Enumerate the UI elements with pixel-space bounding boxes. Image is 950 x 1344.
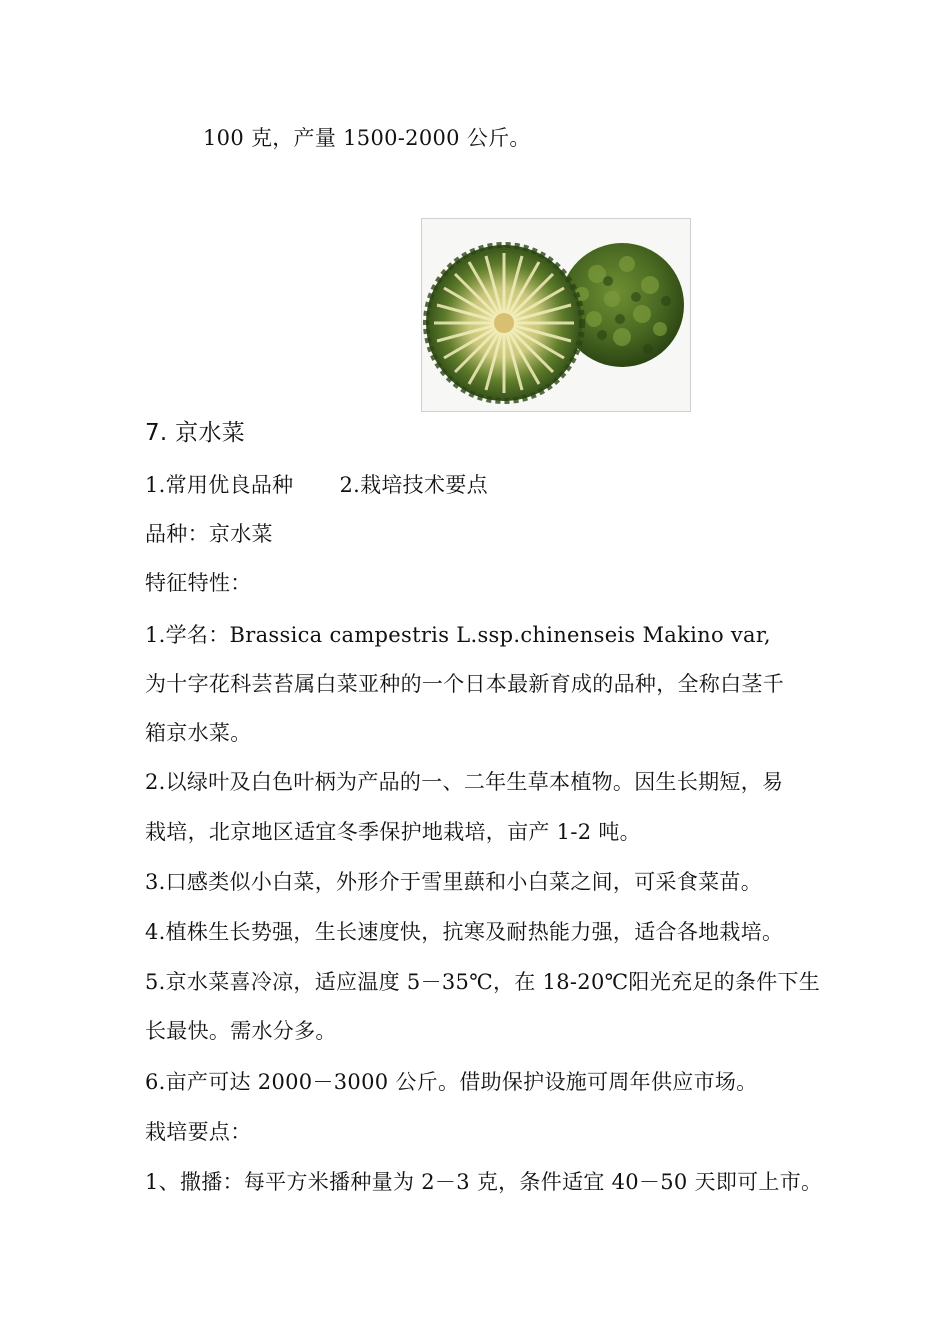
text-line-sowing: 1、撒播：每平方米播种量为 2－3 克，条件适宜 40－50 天即可上市。 xyxy=(145,1170,823,1194)
text-line-feature-2: 2.以绿叶及白色叶柄为产品的一、二年生草本植物。因生长期短，易 xyxy=(145,770,784,794)
cabbage-illustration xyxy=(422,219,690,411)
text-line-scientific-name: 1.学名：Brassica campestris L.ssp.chinenseis Makino var, xyxy=(145,623,771,647)
subheading-varieties: 1.常用优良品种 xyxy=(145,473,294,497)
text-line-features-title: 特征特性： xyxy=(145,571,252,595)
core xyxy=(494,313,514,333)
text-line-feature-2-cont: 栽培，北京地区适宜冬季保护地栽培，亩产 1-2 吨。 xyxy=(145,820,641,844)
text-line-feature-3: 3.口感类似小白菜，外形介于雪里蕻和小白菜之间，可采食菜苗。 xyxy=(145,870,763,894)
section-heading: 7. 京水菜 xyxy=(145,420,246,446)
text-line-feature-5: 5.京水菜喜冷凉，适应温度 5－35℃，在 18-20℃阳光充足的条件下生 xyxy=(145,970,821,994)
subheading-line xyxy=(145,470,488,500)
subheading-cultivation: 2.栽培技术要点 xyxy=(339,473,488,497)
text-line-feature-6: 6.亩产可达 2000－3000 公斤。借助保护设施可周年供应市场。 xyxy=(145,1070,758,1094)
text-line-cultivation-title: 栽培要点： xyxy=(145,1120,252,1144)
text-line-yield: 100 克，产量 1500-2000 公斤。 xyxy=(203,126,531,150)
text-line-variety: 品种：京水菜 xyxy=(145,522,273,546)
text-line-description: 为十字花科芸苔属白菜亚种的一个日本最新育成的品种，全称白茎千 xyxy=(145,672,784,696)
text-line-feature-5-cont: 长最快。需水分多。 xyxy=(145,1019,337,1043)
text-line-feature-4: 4.植株生长势强，生长速度快，抗寒及耐热能力强，适合各地栽培。 xyxy=(145,920,784,944)
text-line-description-cont: 箱京水菜。 xyxy=(145,721,252,745)
vegetable-photo xyxy=(421,218,691,412)
